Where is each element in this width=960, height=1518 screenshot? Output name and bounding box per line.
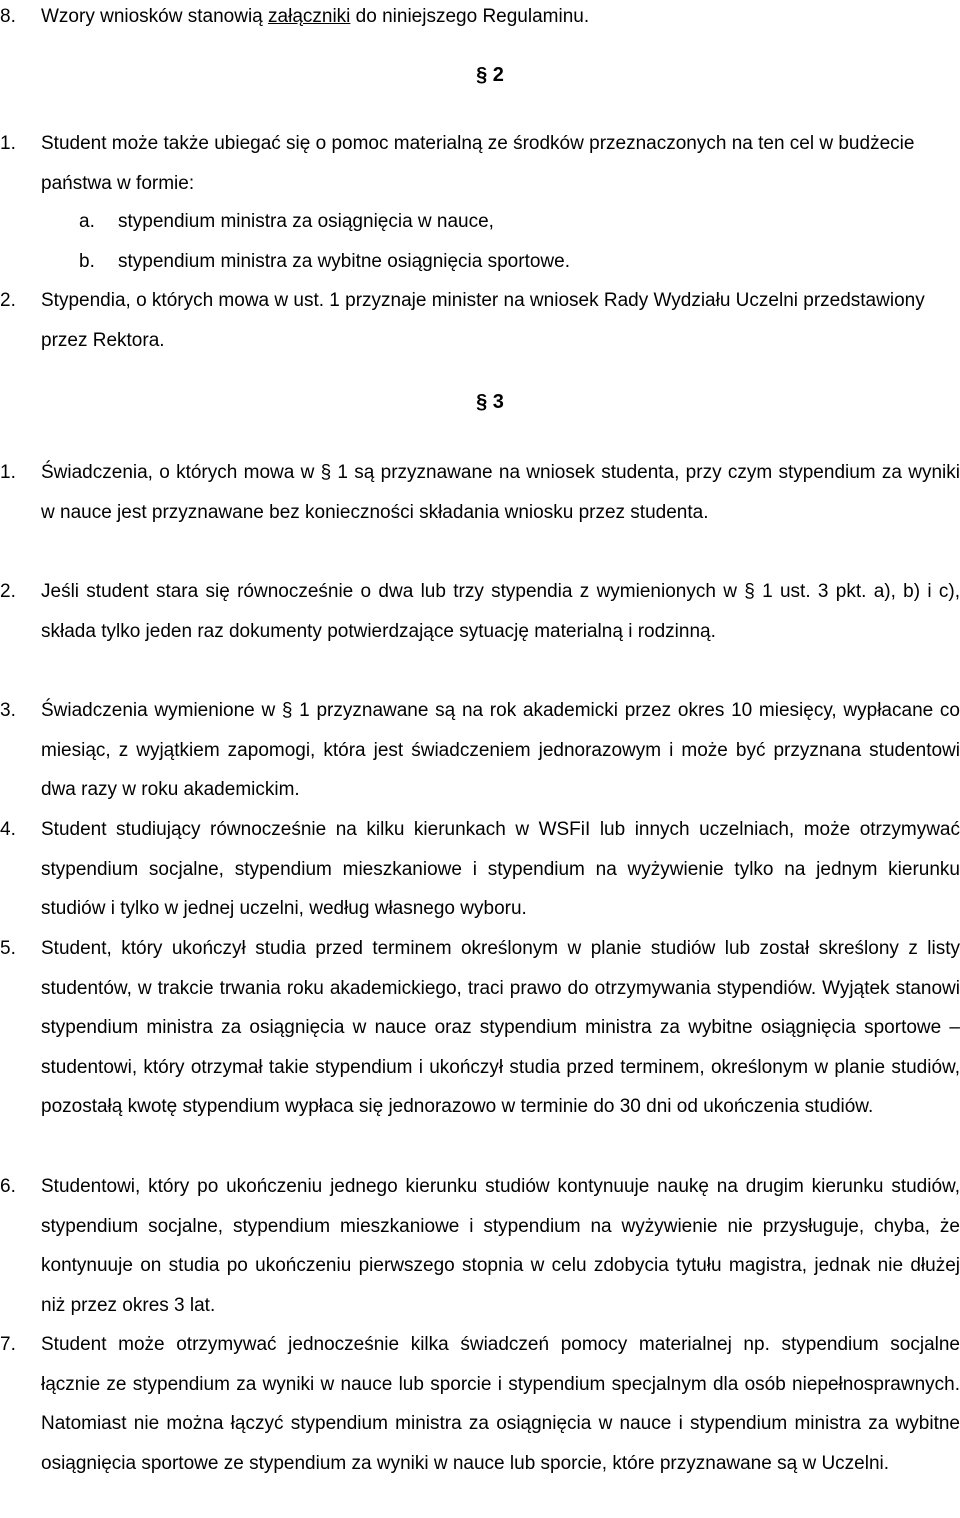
item-number: 4. (0, 819, 16, 840)
subitem-letter: b. (79, 251, 95, 272)
item-text: Świadczenia, o których mowa w § 1 są przyznawane na wniosek studenta, przy czym stypendium za wyniki w nauce jest przyznawane bez konieczności składania wniosku przez studenta. (41, 462, 960, 523)
paragraph-8 (0, 0, 960, 37)
s3-item-6 (0, 1167, 960, 1325)
item-number: 1. (0, 462, 16, 483)
s3-item-5 (0, 929, 960, 1127)
item-text: Wzory wniosków stanowią załączniki do niniejszego Regulaminu. (41, 6, 590, 27)
s2-subitem-a (79, 202, 960, 242)
subitem-text: stypendium ministra za wybitne osiągnięcia sportowe. (118, 251, 570, 272)
s2-item-1 (0, 124, 960, 203)
s3-item-7 (0, 1325, 960, 1483)
item-number: 7. (0, 1334, 16, 1355)
item-text: Jeśli student stara się równocześnie o dwa lub trzy stypendia z wymienionych w § 1 ust. 3 pkt. a), b) i c), składa tylko jeden raz dokumenty potwierdzające sytuację materialną i rodzinną. (41, 581, 960, 642)
item-number: 8. (0, 6, 16, 27)
section-heading-2: § 2 (476, 64, 504, 86)
item-number: 6. (0, 1176, 16, 1197)
section-heading-3: § 3 (476, 391, 504, 413)
attachments-link[interactable]: załączniki (268, 6, 351, 27)
item-number: 2. (0, 581, 16, 602)
item-text: Świadczenia wymienione w § 1 przyznawane są na rok akademicki przez okres 10 miesięcy, wypłacane co miesiąc, z wyjątkiem zapomogi, która jest świadczeniem jednorazowym i może być przyznana studentowi dwa razy w roku akademickim. (41, 700, 960, 800)
item-number: 1. (0, 133, 16, 154)
item-text: Student, który ukończył studia przed terminem określonym w planie studiów lub został skreślony z listy studentów, w trakcie trwania roku akademickiego, traci prawo do otrzymywania stypendiów. Wyjątek stanowi stypendium ministra za osiągnięcia w nauce oraz stypendium ministra za wybitne osiągnięcia sportowe – studentowi, który otrzymał takie stypendium i ukończył studia przed terminem, określonym w planie studiów, pozostałą kwotę stypendium wypłaca się jednorazowo w terminie do 30 dni od ukończenia studiów. (41, 938, 960, 1117)
item-text: Stypendia, o których mowa w ust. 1 przyznaje minister na wniosek Rady Wydziału Uczelni przedstawiony przez Rektora. (41, 290, 925, 351)
subitem-letter: a. (79, 211, 95, 232)
item-text: Student może otrzymywać jednocześnie kilka świadczeń pomocy materialnej np. stypendium socjalne łącznie ze stypendium za wyniki w nauce lub sporcie i stypendium specjalnym dla osób niepełnosprawnych. Natomiast nie można łączyć stypendium ministra za osiągnięcia w nauce i stypendium ministra za wybitne osiągnięcia sportowe ze stypendium za wyniki w nauce lub sporcie, które przyznawane są w Uczelni. (41, 1334, 960, 1474)
item-number: 5. (0, 938, 16, 959)
item-text: Studentowi, który po ukończeniu jednego kierunku studiów kontynuuje naukę na drugim kierunku studiów, stypendium socjalne, stypendium mieszkaniowe i stypendium na wyżywienie nie przysługuje, chyba, że kontynuuje on studia po ukończeniu pierwszego stopnia w celu zdobycia tytułu magistra, jednak nie dłużej niż przez okres 3 lat. (41, 1176, 960, 1316)
s3-item-2 (0, 572, 960, 651)
s3-item-4 (0, 810, 960, 929)
s2-subitem-b (79, 242, 960, 282)
s3-item-1 (0, 453, 960, 532)
item-text: Student studiujący równocześnie na kilku kierunkach w WSFiI lub innych uczelniach, może otrzymywać stypendium socjalne, stypendium mieszkaniowe i stypendium na wyżywienie tylko na jednym kierunku studiów i tylko w jednej uczelni, według własnego wyboru. (41, 819, 960, 919)
item-number: 2. (0, 290, 16, 311)
s2-item-2 (0, 281, 960, 360)
item-text: Student może także ubiegać się o pomoc materialną ze środków przeznaczonych na ten cel w budżecie państwa w formie: (41, 133, 915, 194)
item-number: 3. (0, 700, 16, 721)
subitem-text: stypendium ministra za osiągnięcia w nauce, (118, 211, 494, 232)
s3-item-3 (0, 691, 960, 810)
